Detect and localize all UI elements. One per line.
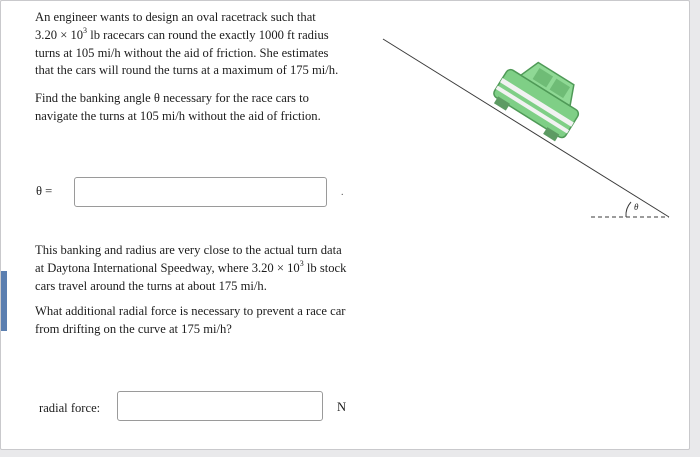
part-b-prompt: What additional radial force is necessary to prevent a race car from drifting on the curve at 175 mi/h? [35, 304, 346, 336]
theta-input[interactable] [74, 177, 327, 207]
radial-force-label: radial force: [39, 401, 101, 415]
angle-arc [626, 202, 631, 217]
part-a-prompt: Find the banking angle θ necessary for the race cars to navigate the turns at 105 mi/h without the aid of friction. [35, 91, 321, 123]
context-statement: This banking and radius are very close to the actual turn data at Daytona International Speedway, where $3.20 \times 10^3$ lb stock cars travel around the turns at about 175 mi/h. [35, 243, 347, 293]
theta-label: θ = [36, 184, 53, 198]
banked-track-line [383, 39, 669, 217]
radial-force-unit: N [337, 400, 347, 414]
radial-force-input[interactable] [117, 391, 323, 421]
period-mark: . [341, 187, 344, 198]
section-marker [1, 271, 7, 331]
problem-statement: An engineer wants to design an oval racetrack such that $3.20 \times 10^3$ lb racecars can round the exactly 1000 ft radius turns at 105 mi/h without the aid of friction. She estimates that the cars will round the turns at a maximum of 175 mi/h. [35, 10, 339, 78]
angle-label: θ [634, 202, 639, 212]
banked-track-figure [371, 21, 681, 231]
race-car-icon [489, 51, 591, 145]
